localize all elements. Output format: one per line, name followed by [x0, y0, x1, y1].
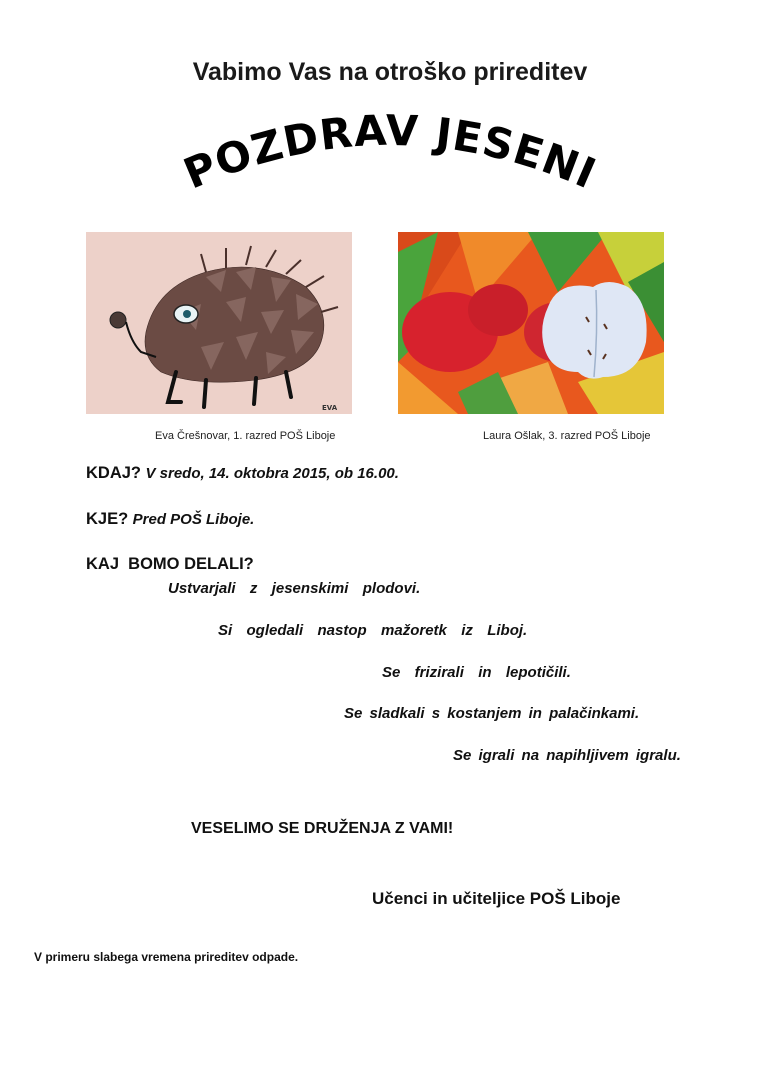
- event-title: [150, 100, 630, 210]
- where-row: [86, 510, 254, 529]
- when-value: V sredo, 14. oktobra 2015, ob 16.00.: [145, 465, 399, 482]
- activity-item: Se igrali na napihljivem igralu.: [453, 747, 681, 764]
- where-value: Pred POŠ Liboje.: [132, 511, 255, 528]
- activity-item: Si ogledali nastop mažoretk iz Liboj.: [218, 622, 528, 639]
- when-row: [86, 464, 399, 483]
- hedgehog-drawing: [86, 232, 352, 414]
- artist-signature: EVA: [322, 404, 338, 412]
- activity-item: Se frizirali in lepotičili.: [382, 664, 571, 681]
- event-title-text: POZDRAV JESENI: [176, 105, 604, 199]
- apples-drawing: [398, 232, 664, 414]
- when-label: KDAJ?: [86, 464, 142, 482]
- signature: Učenci in učiteljice POŠ Liboje: [372, 889, 621, 908]
- where-label: KJE?: [86, 510, 129, 528]
- activity-item: Se sladkali s kostanjem in palačinkami.: [344, 705, 640, 722]
- what-row: [86, 555, 254, 574]
- svg-text:POZDRAV JESENI: [177, 106, 604, 199]
- invitation-subtitle: Vabimo Vas na otroško prireditev: [192, 58, 588, 86]
- caption-left: Eva Črešnovar, 1. razred POŠ Liboje: [155, 430, 336, 442]
- caption-right: Laura Ošlak, 3. razred POŠ Liboje: [483, 430, 651, 442]
- weather-footnote: V primeru slabega vremena prireditev odpade.: [34, 950, 299, 964]
- closing-message: VESELIMO SE DRUŽENJA Z VAMI!: [191, 820, 454, 837]
- activity-item: Ustvarjali z jesenskimi plodovi.: [168, 580, 421, 597]
- what-label: KAJ BOMO DELALI?: [86, 555, 254, 573]
